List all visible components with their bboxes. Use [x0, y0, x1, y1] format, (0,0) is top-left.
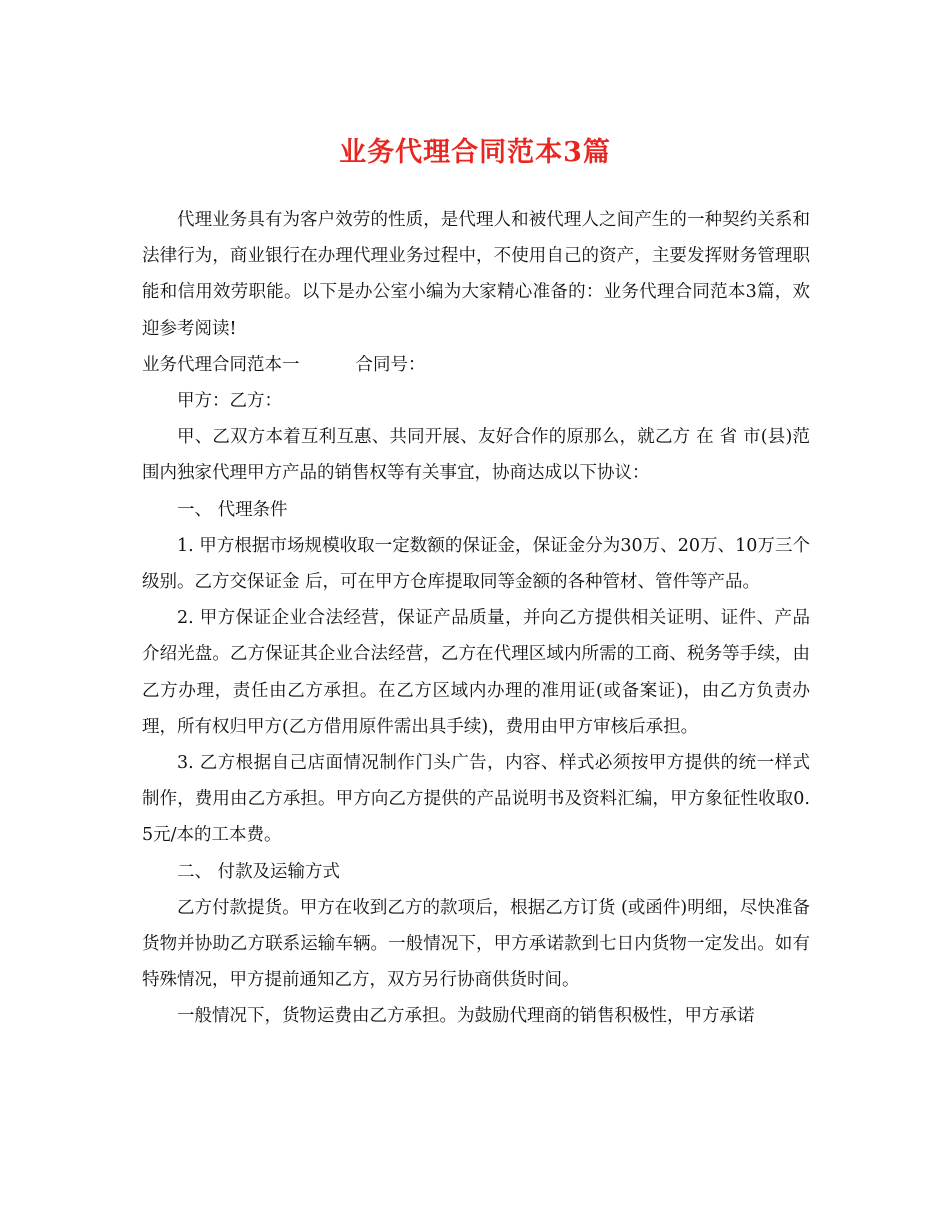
clause-2: 2. 甲方保证企业合法经营，保证产品质量，并向乙方提供相关证明、证件、产品介绍光盘。乙方保证其企业合法经营，乙方在代理区域内所需的工商、税务等手续，由乙方办理，责任由乙方承担。在乙方区域内办理的准用证(或备案证)，由乙方负责办理，所有权归甲方(乙方借用原件需出具手续)，费用由甲方审核后承担。	[142, 608, 810, 737]
parties-line: 甲方：乙方：	[177, 391, 282, 412]
clause-1: 1. 甲方根据市场规模收取一定数额的保证金，保证金分为30万、20万、10万三个级别。乙方交保证金 后，可在甲方仓库提取同等金额的各种管材、管件等产品。	[142, 535, 810, 593]
clause-3: 3. 乙方根据自己店面情况制作门头广告，内容、样式必须按甲方提供的统一样式制作，费用由乙方承担。甲方向乙方提供的产品说明书及资料汇编，甲方象征性收取0.5元/本的工本费。	[142, 753, 810, 846]
contract-heading-row	[142, 347, 810, 383]
document-title: 业务代理合同范本3篇	[339, 137, 611, 168]
section-2-title: 二、 付款及运输方式	[177, 861, 341, 882]
payment-paragraph: 乙方付款提货。甲方在收到乙方的款项后，根据乙方订货 (或函件)明细，尽快准备货物并协助乙方联系运输车辆。一般情况下，甲方承诺款到七日内货物一定发出。如有特殊情况，甲方提前通知乙方，双方另行协商供货时间。	[142, 897, 810, 991]
section-1-title: 一、 代理条件	[177, 499, 288, 520]
contract-number-label: 合同号：	[355, 354, 426, 375]
heading-gap	[300, 347, 356, 383]
document-body	[142, 202, 810, 1035]
contract-heading: 业务代理合同范本一	[142, 354, 300, 375]
freight-paragraph: 一般情况下，货物运费由乙方承担。为鼓励代理商的销售积极性，甲方承诺	[177, 1006, 755, 1027]
intro-paragraph: 代理业务具有为客户效劳的性质，是代理人和被代理人之间产生的一种契约关系和法律行为，商业银行在办理代理业务过程中，不使用自己的资产，主要发挥财务管理职能和信用效劳职能。以下是办公室小编为大家精心准备的：业务代理合同范本3篇，欢迎参考阅读!	[142, 210, 810, 339]
preamble-paragraph: 甲、乙双方本着互利互惠、共同开展、友好合作的原那么，就乙方 在 省 市(县)范围内独家代理甲方产品的销售权等有关事宜，协商达成以下协议：	[142, 427, 810, 484]
